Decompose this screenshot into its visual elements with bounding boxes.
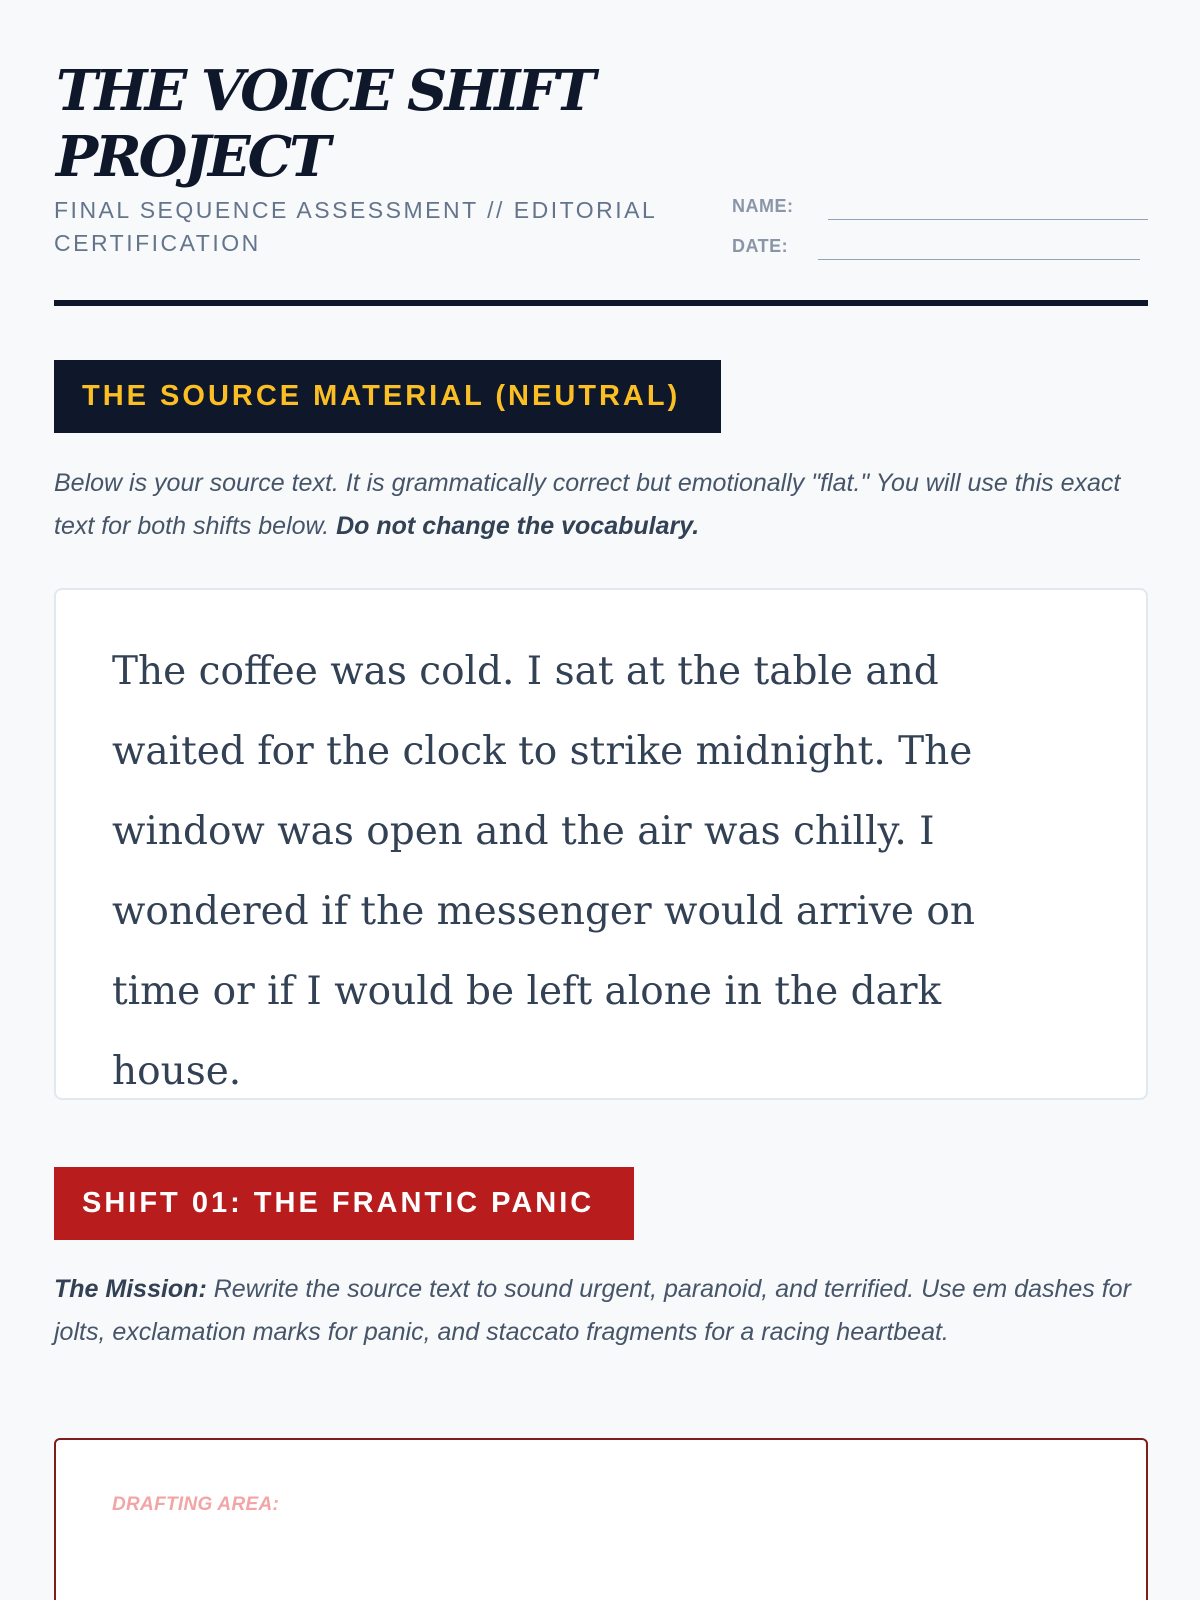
shift-01-mission [54, 1268, 1148, 1354]
name-field-row [732, 192, 1148, 232]
source-text: The coffee was cold. I sat at the table and waited for the clock to strike midnight. The window was open and the air was chilly. I wondered if the messenger would arrive on time or if I would be left alone in the dark house. [112, 649, 975, 1094]
header-divider [54, 300, 1148, 306]
source-instructions [54, 462, 1148, 548]
shift-01-tag: SHIFT 01: THE FRANTIC PANIC [54, 1167, 634, 1240]
drafting-area-label: DRAFTING AREA: [112, 1494, 280, 1515]
title-line-1: THE VOICE SHIFT [56, 58, 593, 124]
page-header [54, 0, 1148, 306]
title-line-2: PROJECT [56, 124, 328, 190]
source-instructions-emphasis: Do not change the vocabulary. [336, 512, 700, 540]
mission-text: Rewrite the source text to sound urgent, paranoid, and terrified. Use em dashes for jolts, exclamation marks for panic, and staccato fragments for a racing heartbeat. [54, 1275, 1131, 1346]
mission-label: The Mission: [54, 1275, 207, 1303]
assessment-page [54, 0, 1148, 1515]
student-fields [732, 192, 1148, 272]
page-title [56, 58, 696, 190]
drafting-area[interactable] [54, 1438, 1148, 1600]
source-instructions-text: Below is your source text. It is grammatically correct but emotionally "flat." You will use this exact text for both shifts below. [54, 469, 1121, 540]
date-label: DATE: [732, 236, 789, 256]
source-section-tag: THE SOURCE MATERIAL (NEUTRAL) [54, 360, 721, 433]
subtitle-line-2: CERTIFICATION [54, 230, 261, 256]
page-subtitle [54, 194, 694, 260]
name-field-line[interactable] [828, 219, 1148, 220]
subtitle-line-1: FINAL SEQUENCE ASSESSMENT // EDITORIAL [54, 197, 658, 223]
name-label: NAME: [732, 196, 794, 216]
source-text-box [54, 588, 1148, 1100]
date-field-line[interactable] [818, 259, 1140, 260]
date-field-row [732, 232, 1148, 272]
